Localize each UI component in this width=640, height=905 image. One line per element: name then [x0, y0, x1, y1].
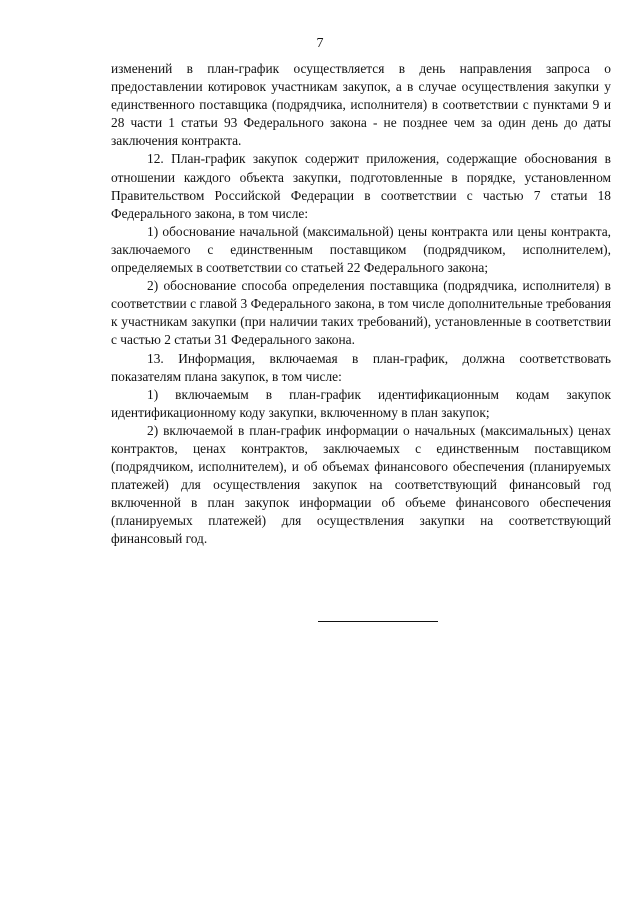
paragraph-item-13-1: 1) включаемым в план-график идентификационным кодам закупок идентификационному коду закупки, включенному в план закупок;: [111, 386, 611, 420]
paragraph-item-12: 12. План-график закупок содержит приложения, содержащие обоснования в отношении каждого объекта закупки, подготовленные в порядке, установленном Правительством Российской Федерации в соответствии с частью 7 статьи 18 Федерального закона, в том числе:: [111, 151, 611, 221]
document-body: [111, 60, 611, 549]
paragraph-item-13: 13. Информация, включаемая в план-график, должна соответствовать показателям плана закупок, в том числе:: [111, 350, 611, 384]
paragraph-continuation: изменений в план-график осуществляется в день направления запроса о предоставлении котировок участникам закупок, а в случае осуществления закупки у единственного поставщика (подрядчика, исполнителя) в соответствии с пунктами 9 и 28 части 1 статьи 93 Федерального закона - не позднее чем за один день до даты заключения контракта.: [111, 61, 611, 149]
end-divider-line: [318, 621, 438, 622]
paragraph-item-12-2: 2) обоснование способа определения поставщика (подрядчика, исполнителя) в соответствии с главой 3 Федерального закона, в том числе дополнительные требования к участникам закупки (при наличии таких требований), установленные в соответствии с частью 2 статьи 31 Федерального закона.: [111, 278, 611, 348]
paragraph-item-12-1: 1) обоснование начальной (максимальной) цены контракта или цены контракта, заключаемого с единственным поставщиком (подрядчиком, исполнителем), определяемых в соответствии со статьей 22 Федерального закона;: [111, 223, 611, 276]
page-number: 7: [316, 36, 324, 51]
paragraph-item-13-2: 2) включаемой в план-график информации о начальных (максимальных) ценах контрактов, ценах контрактов, заключаемых с единственным поставщиком (подрядчиком, исполнителем), и об объемах финансового обеспечения (планируемых платежей) для осуществления закупок на соответствующий финансовый год включенной в план закупок информации об объеме финансового обеспечения (планируемых платежей) для осуществления закупки на соответствующий финансовый год.: [111, 422, 611, 547]
